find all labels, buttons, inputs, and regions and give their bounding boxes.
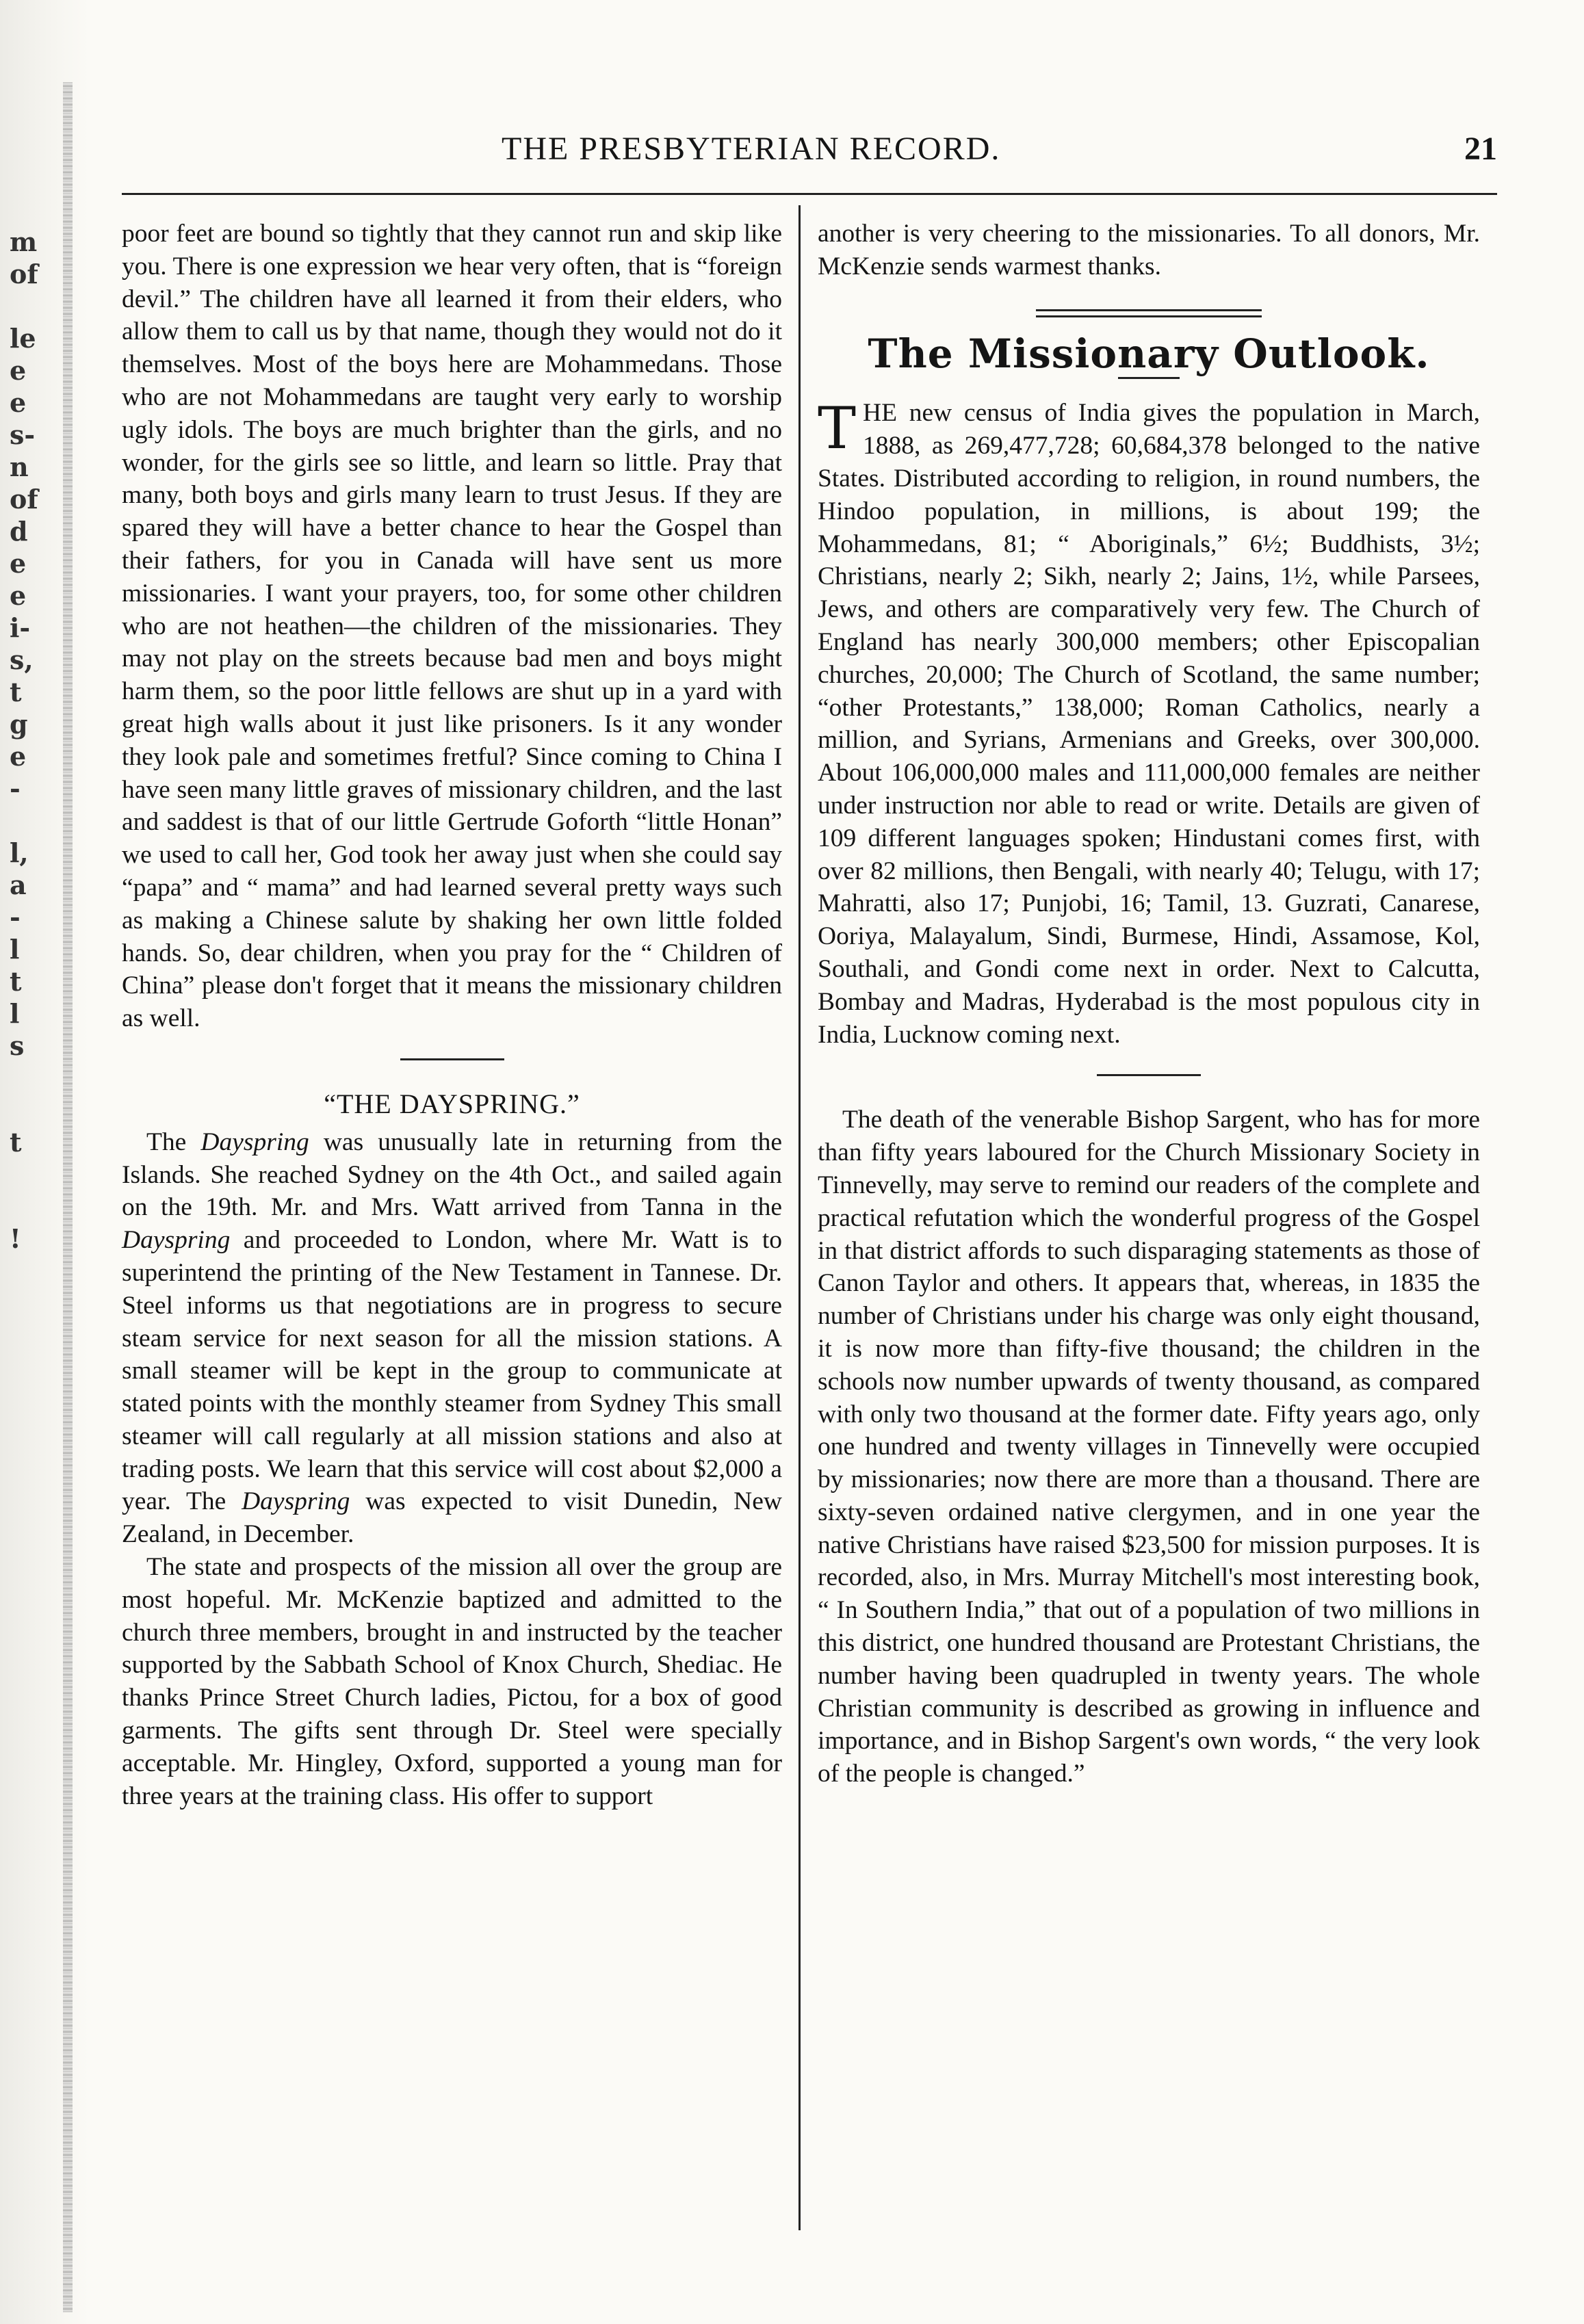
margin-letter: t [10, 1127, 22, 1158]
margin-letter: - [10, 902, 21, 932]
margin-letter: t [10, 677, 22, 707]
header-rule [122, 193, 1497, 195]
continuation-paragraph: another is very cheering to the missionaries. To all donors, Mr. McKenzie sends warmest thanks. [818, 220, 1480, 280]
margin-letter: e [10, 387, 27, 418]
margin-letter: of [10, 259, 38, 289]
margin-letter: s, [10, 644, 34, 675]
margin-letter: ! [10, 1223, 21, 1254]
running-title: THE PRESBYTERIAN RECORD. [502, 131, 1001, 167]
margin-letter: t [10, 966, 22, 997]
page-number: 21 [1464, 131, 1497, 167]
double-rule-separator [1036, 309, 1262, 317]
column-divider [799, 205, 801, 2230]
dayspring-paragraph-2: The state and prospects of the mission all over the group are most hopeful. Mr. McKenzie baptized and admitted to the church three members, brought in and instructed by the teacher supported by the Sabbath School of Knox Church, Shediac. He thanks Prince Street Church ladies, Pictou, for a box of good garments. The gifts sent through Dr. Steel were specially acceptable. Mr. Hingley, Oxford, supported a young man for three years at the training class. His offer to support [122, 1553, 782, 1810]
running-head [122, 130, 1497, 185]
letter-paragraph: poor feet are bound so tightly that they cannot run and skip like you. There is one expression we hear very often, that is “foreign devil.” The children have all learned it from their elders, who allow them to call us by that name, though they would not do it themselves. Most of the boys here are Mohammedans. Those who are not Mohammedans are taught very early to worship ugly idols. The boys are much brighter than the girls, and no wonder, for the girls see so little, and learn so little. Pray that many, both boys and girls many learn to trust Jesus. If they are spared they will have a better chance to hear the Gospel than their fathers, for you in Canada will have sent us more missionaries. I want your prayers, too, for some other children who are not heathen—the children of the missionaries. They may not play on the streets because bad men and boys might harm them, so the poor little fellows are shut up in a yard with great high walls about it just like prisoners. Is it any wonder they look pale and sometimes fretful? Since coming to China I have seen many little graves of missionary children, and the last and saddest is that of our little Gertrude Goforth “little Honan” we used to call her, God took her away just when she could say “papa” and “ mama” and had learned several pretty ways such as making a Chinese salute by shaking her own little folded hands. So, dear children, when you pray for the “ Children of China” please don't forget that it means the missionary children as well. [122, 220, 782, 1033]
missionary-outlook-heading: The Missionary Outlook. [868, 330, 1430, 377]
dayspring-heading: “THE DAYSPRING.” [324, 1088, 580, 1119]
heading-rule [1118, 377, 1180, 379]
margin-letter: a [10, 870, 27, 900]
section-separator [1097, 1074, 1201, 1076]
margin-letter: le [10, 323, 36, 354]
margin-letter [10, 290, 37, 322]
margin-letter: e [10, 355, 27, 386]
margin-letter: s [10, 1030, 25, 1061]
margin-letter [10, 1094, 37, 1126]
margin-letter: l [10, 998, 20, 1029]
margin-letter [10, 1190, 37, 1223]
margin-letter: n [10, 452, 29, 482]
section-separator [400, 1058, 504, 1060]
left-column [122, 218, 782, 1812]
margin-letter: g [10, 709, 28, 740]
margin-letter: d [10, 516, 28, 547]
margin-letter: e [10, 548, 27, 579]
margin-letter [10, 1158, 37, 1190]
margin-letter: - [10, 773, 21, 804]
binding-gutter [63, 82, 73, 2312]
dayspring-paragraph-1: The Dayspring was unusually late in returning from the Islands. She reached Sydney on the 4th Oct., and sailed again on the 19th. Mr. and Mrs. Watt arrived from Tanna in the Dayspring and proceeded to London, where Mr. Watt is to superintend the printing of the New Testament in Tannese. Dr. Steel informs us that negotiations are in progress to secure steam service for next season for all the mission stations. A small steamer will be kept in the group to communicate at stated points with the monthly steamer from Sydney This small steamer will call regularly at all mission stations and also at trading posts. We learn that this service will cost about $2,000 a year. The Dayspring was expected to visit Dunedin, New Zealand, in December. [122, 1127, 782, 1549]
margin-letter: i- [10, 612, 31, 643]
census-paragraph: THE new census of India gives the population in March, 1888, as 269,477,728; 60,684,378 belonged to the native States. Distributed according to religion, in round numbers, the Hindoo population, in millions, is about 199; the Mohammedans, 81; “ Aboriginals,” 6½; Buddhists, 3½; Christians, nearly 2; Sikh, nearly 2; Jains, 1½, while Parsees, Jews, and others are comparatively very few. The Church of England has nearly 300,000 members; other Episcopalian churches, 20,000; The Church of Scotland, the same number; “other Protestants,” 138,000; Roman Catholics, nearly a million, and Syrians, Armenians and Greeks, over 300,000. About 106,000,000 males and 111,000,000 females are neither under instruction nor able to read or write. Details are given of 109 different languages spoken; Hindustani comes first, with over 82 millions, then Bengali, with nearly 40; Telugu, with 17; Mahratti, also 17; Punjobi, 16; Tamil, 13. Guzrati, Canarese, Ooriya, Malayalum, Sindi, Burmese, Hindi, Assamose, Kol, Southali, and Gondi come next in order. Next to Calcutta, Bombay and Madras, Hyderabad is the most populous city in India, Lucknow coming next. [818, 395, 1480, 1049]
margin-letter [10, 1062, 37, 1094]
margin-letter: l, [10, 837, 29, 868]
margin-letter: s- [10, 419, 36, 450]
margin-letter: e [10, 580, 27, 611]
margin-letter: e [10, 741, 27, 772]
margin-letter: m [10, 226, 38, 257]
margin-letter: of [10, 484, 38, 514]
bishop-sargent-paragraph: The death of the venerable Bishop Sargent, who has for more than fifty years laboured for the Church Missionary Society in Tinnevelly, may serve to remind our readers of the complete and practical refutation which the wonderful progress of the Gospel in that district affords to such disparaging statements as those of Canon Taylor and others. It appears that, whereas, in 1835 the number of Christians under his charge was only eight thousand, it is now more than fifty-five thousand; the children in the schools now number upwards of twenty thousand, as compared with only two thousand at the former date. Fifty years ago, only one hundred and twenty villages in Tinnevelly were occupied by missionaries; now there are more than a thousand. There are sixty-seven ordained native clergymen, and in one year the native Christians have raised $23,500 for mission purposes. It is recorded, also, in Mrs. Murray Mitchell's most interesting book, “ In Southern India,” that out of a population of two millions in this district, one hundred thousand are Protestant Christians, the number having been quadrupled in twenty years. The whole Christian community is described as growing in influence and importance, and in Bishop Sargent's own words, “ the very look of the people is changed.” [818, 1106, 1480, 1788]
right-column [818, 218, 1480, 1790]
facing-page-letters [10, 226, 37, 1255]
drop-cap: T [818, 395, 857, 462]
margin-letter: l [10, 934, 20, 965]
margin-letter [10, 805, 37, 837]
